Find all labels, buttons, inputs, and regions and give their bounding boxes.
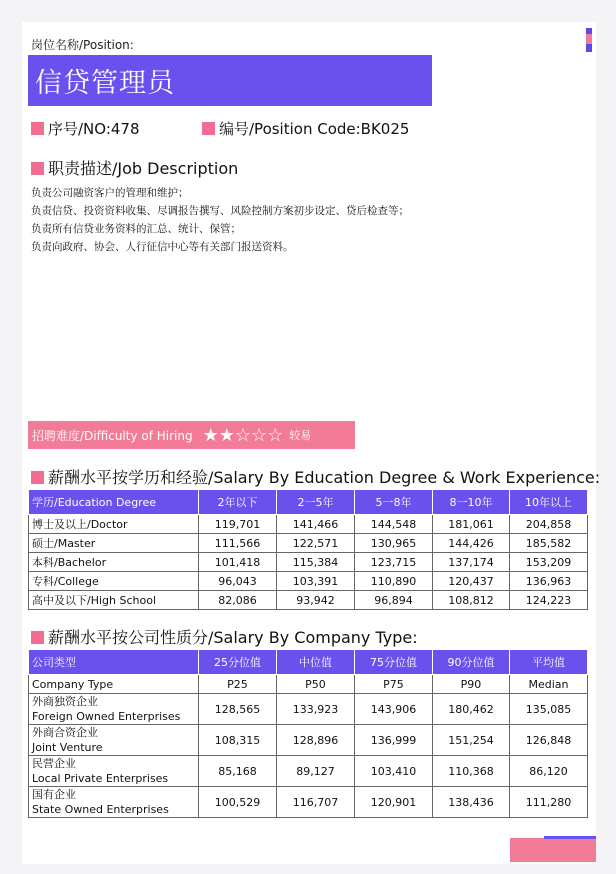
table-cell: 180,462 — [433, 694, 510, 725]
table-row — [29, 515, 588, 534]
hiring-difficulty-bar — [28, 421, 355, 449]
position-title: 信贷管理员 — [35, 68, 175, 99]
table-row — [29, 534, 588, 553]
table-cell: 122,571 — [277, 534, 355, 553]
job-description-heading-text: 职责描述/Job Description — [48, 159, 239, 178]
position-code-text: 编号/Position Code:BK025 — [219, 120, 410, 138]
description-line: 负责公司融资客户的管理和维护； — [31, 187, 189, 199]
table-cell: 119,701 — [199, 515, 277, 534]
hiring-difficulty-level: 较易 — [289, 429, 312, 442]
table-row — [29, 553, 588, 572]
bullet-square-icon — [31, 122, 44, 135]
table-cell: 153,209 — [510, 553, 588, 572]
row-label-cn: 国有企业 — [32, 788, 76, 801]
serial-number — [31, 118, 140, 139]
bullet-square-icon — [31, 471, 44, 484]
table-cell: Median — [510, 675, 588, 694]
column-header: 公司类型 — [29, 650, 199, 675]
table-cell: P50 — [277, 675, 355, 694]
title-banner — [28, 55, 432, 106]
position-code — [202, 118, 409, 139]
table-cell: 103,391 — [277, 572, 355, 591]
table-cell: 143,906 — [355, 694, 433, 725]
description-line: 负责所有信贷业务资料的汇总、统计、保管； — [31, 223, 241, 235]
table-cell: 137,174 — [433, 553, 510, 572]
company-salary-heading-text: 薪酬水平按公司性质分/Salary By Company Type: — [48, 628, 418, 647]
company-salary-heading — [31, 625, 418, 648]
table-cell: 133,923 — [277, 694, 355, 725]
table-header-row — [29, 650, 588, 675]
table-row — [29, 591, 588, 610]
table-cell: 89,127 — [277, 756, 355, 787]
table-cell: 204,858 — [510, 515, 588, 534]
table-cell: 128,896 — [277, 725, 355, 756]
column-header: 2年以下 — [199, 490, 277, 515]
job-description-heading — [31, 156, 238, 179]
row-label-cn: 外商独资企业 — [32, 695, 98, 708]
table-row — [29, 572, 588, 591]
table-cell: 115,384 — [277, 553, 355, 572]
table-cell: 108,812 — [433, 591, 510, 610]
table-cell: 124,223 — [510, 591, 588, 610]
job-description-body — [31, 184, 409, 256]
row-label-en: Foreign Owned Enterprises — [32, 710, 181, 723]
table-cell: 96,894 — [355, 591, 433, 610]
table-cell: 100,529 — [199, 787, 277, 818]
row-label — [29, 694, 199, 725]
table-cell: 111,280 — [510, 787, 588, 818]
table-cell: 96,043 — [199, 572, 277, 591]
row-label: 高中及以下/High School — [29, 591, 199, 610]
row-label-en: Local Private Enterprises — [32, 772, 169, 785]
table-cell: 128,565 — [199, 694, 277, 725]
table-cell: P25 — [199, 675, 277, 694]
row-label-en: State Owned Enterprises — [32, 803, 169, 816]
footer-decoration — [510, 838, 596, 862]
table-cell: P75 — [355, 675, 433, 694]
table-cell: 141,466 — [277, 515, 355, 534]
corner-decoration — [586, 28, 592, 52]
table-cell: 93,942 — [277, 591, 355, 610]
edu-salary-heading — [31, 465, 600, 488]
row-label: Company Type — [29, 675, 199, 694]
edu-salary-table — [28, 489, 588, 610]
table-cell: 111,566 — [199, 534, 277, 553]
table-row — [29, 694, 588, 725]
table-cell: 136,963 — [510, 572, 588, 591]
column-header: 10年以上 — [510, 490, 588, 515]
table-cell: 151,254 — [433, 725, 510, 756]
row-label-cn: 民营企业 — [32, 757, 76, 770]
bullet-square-icon — [202, 122, 215, 135]
description-line: 负责向政府、协会、人行征信中心等有关部门报送资料。 — [31, 241, 294, 253]
row-label — [29, 756, 199, 787]
table-cell: 110,890 — [355, 572, 433, 591]
table-cell: 138,436 — [433, 787, 510, 818]
column-header: 75分位值 — [355, 650, 433, 675]
table-cell: 85,168 — [199, 756, 277, 787]
column-header: 平均值 — [510, 650, 588, 675]
table-row — [29, 675, 588, 694]
serial-text: 序号/NO:478 — [48, 120, 140, 138]
company-salary-table — [28, 649, 588, 818]
table-cell: 86,120 — [510, 756, 588, 787]
table-cell: 120,437 — [433, 572, 510, 591]
row-label — [29, 787, 199, 818]
column-header: 2一5年 — [277, 490, 355, 515]
table-cell: 123,715 — [355, 553, 433, 572]
column-header: 中位值 — [277, 650, 355, 675]
bullet-square-icon — [31, 631, 44, 644]
table-cell: 116,707 — [277, 787, 355, 818]
column-header: 学历/Education Degree — [29, 490, 199, 515]
table-cell: 126,848 — [510, 725, 588, 756]
table-cell: 130,965 — [355, 534, 433, 553]
row-label — [29, 725, 199, 756]
star-rating-icon: ★★☆☆☆ — [202, 424, 284, 446]
table-row — [29, 725, 588, 756]
table-cell: 101,418 — [199, 553, 277, 572]
row-label-en: Joint Venture — [32, 741, 103, 754]
table-header-row — [29, 490, 588, 515]
hiring-difficulty-label: 招聘难度/Difficulty of Hiring — [32, 428, 193, 443]
table-cell: 120,901 — [355, 787, 433, 818]
row-label: 本科/Bachelor — [29, 553, 199, 572]
table-cell: 144,426 — [433, 534, 510, 553]
table-cell: 144,548 — [355, 515, 433, 534]
table-row — [29, 787, 588, 818]
row-label-cn: 外商合资企业 — [32, 726, 98, 739]
table-cell: 108,315 — [199, 725, 277, 756]
table-cell: 135,085 — [510, 694, 588, 725]
row-label: 专科/College — [29, 572, 199, 591]
column-header: 8一10年 — [433, 490, 510, 515]
position-label: 岗位名称/Position: — [31, 38, 134, 52]
edu-salary-heading-text: 薪酬水平按学历和经验/Salary By Education Degree & Work Experience: — [48, 468, 601, 487]
table-cell: 82,086 — [199, 591, 277, 610]
table-cell: 110,368 — [433, 756, 510, 787]
column-header: 90分位值 — [433, 650, 510, 675]
table-cell: 136,999 — [355, 725, 433, 756]
table-cell: P90 — [433, 675, 510, 694]
table-cell: 181,061 — [433, 515, 510, 534]
table-cell: 185,582 — [510, 534, 588, 553]
row-label: 硕士/Master — [29, 534, 199, 553]
table-row — [29, 756, 588, 787]
row-label: 博士及以上/Doctor — [29, 515, 199, 534]
table-cell: 103,410 — [355, 756, 433, 787]
description-line: 负责信贷、投资资料收集、尽调报告撰写、风险控制方案初步设定、贷后检查等； — [31, 205, 409, 217]
bullet-square-icon — [31, 162, 44, 175]
column-header: 5一8年 — [355, 490, 433, 515]
column-header: 25分位值 — [199, 650, 277, 675]
